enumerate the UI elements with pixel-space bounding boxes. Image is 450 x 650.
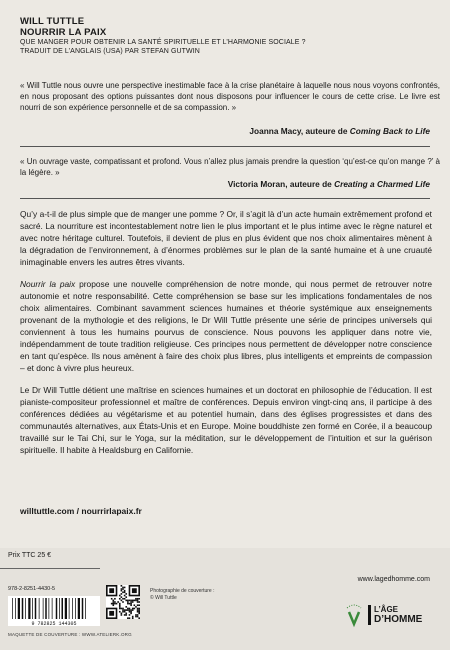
quote-2-attribution: Victoria Moran, auteure de Creating a Charmed Life [227,179,430,189]
body-paragraph-3: Le Dr Will Tuttle détient une maîtrise en sciences humaines et un doctorat en philosophie de l’éducation. Il est pianiste-compositeur professionnel et maître de conférences. Depuis environ vingt-cinq ans, il participe à des conférences dédiées au végétarisme et au potentiel humain, dans des églises progressistes et dans des communautés alternatives, aux États-Unis et en Europe. Moine bouddhiste zen formé en Corée, il a beaucoup travaillé sur le Tai Chi, sur le Yoga, sur la méditation, sur le développement de l’intuition et sur la guérison spirituelle. Il habite à Healdsburg en Californie. [20,385,432,455]
body-paragraph-1: Qu’y a-t-il de plus simple que de manger une pomme ? Or, il s’agit là d’un acte humain extrêmement profond et sacré. La nourriture est incontestablement notre lien le plus important et le plus intime avec le règne naturel et avec notre héritage culturel. Toutefois, il devient de plus en plus évident que nos choix alimentaires mènent à la dégradation de l’environnement, à d’énormes problèmes sur le plan de la santé humaine et à une cruauté inimaginable envers les autres êtres vivants. [20,209,432,267]
body-paragraph-2: Nourrir la paix propose une nouvelle compréhension de notre monde, qui nous permet de retrouver notre autonomie et notre responsabilité. Cette compréhension se base sur les implications fondamentales de nos choix alimentaires. Combinant savamment sciences humaines et théorie systémique aux enseignements provenant de la mythologie et des religions, le Dr Will Tuttle présente une série de principes universels qui conviennent à tous les humains pourvus de conscience. Nous pouvons les appliquer dans notre vie, indépendamment de toute tradition religieuse. Ces principes nous permettent de développer notre conscience en tant qu’espèce. Ils nous amènent à faire des choix plus libres, plus intelligents et empreints de compassion – et donc à vivre plus heureux. [20,279,432,373]
divider [0,568,100,569]
quote-1-attribution: Joanna Macy, auteure de Coming Back to Life [249,126,430,136]
book-title: NOURRIR LA PAIX [20,27,107,38]
photo-credit: Photographie de couverture : © Will Tuttle [150,588,215,601]
barcode [8,596,100,626]
divider [20,198,430,199]
barcode-digits: 9 782825 144305 [31,621,77,626]
quote-2: « Un ouvrage vaste, compatissant et profond. Vous n’allez plus jamais prendre la question ‘qu’est-ce qu’on mange ?’ à la légère. » [20,157,440,177]
price: Prix TTC 25 € [8,552,52,559]
website-link: willtuttle.com / nourrirlapaix.fr [20,506,142,516]
publisher-url: www.lagedhomme.com [357,576,430,583]
isbn: 978-2-8251-4430-5 [8,586,56,592]
body-text [20,208,432,456]
quote-1: « Will Tuttle nous ouvre une perspective inestimable face à la crise planétaire à laquelle nous nous voyons confrontés, en nous proposant des options puissantes dont nous disposons pour influencer le cours de cette crise. Le livre est nourri de son expérience personnelle et de sa compassion. » [20,81,440,112]
author-name: WILL TUTTLE [20,16,85,27]
qr-code [106,585,140,619]
publisher-logo: L’ÂGE D’HOMME [368,605,422,625]
publisher-logo-mark-icon [368,605,371,625]
eco-label-icon [343,600,365,630]
design-credit: MAQUETTE DE COUVERTURE : WWW.ATELIERK.ORG [8,632,132,637]
header [20,16,440,56]
book-subtitle: QUE MANGER POUR OBTENIR LA SANTÉ SPIRITUELLE ET L’HARMONIE SOCIALE ? [20,39,306,46]
translator-credit: TRADUIT DE L’ANGLAIS (USA) PAR STEFAN GUTWIN [20,48,200,55]
divider [20,146,430,147]
